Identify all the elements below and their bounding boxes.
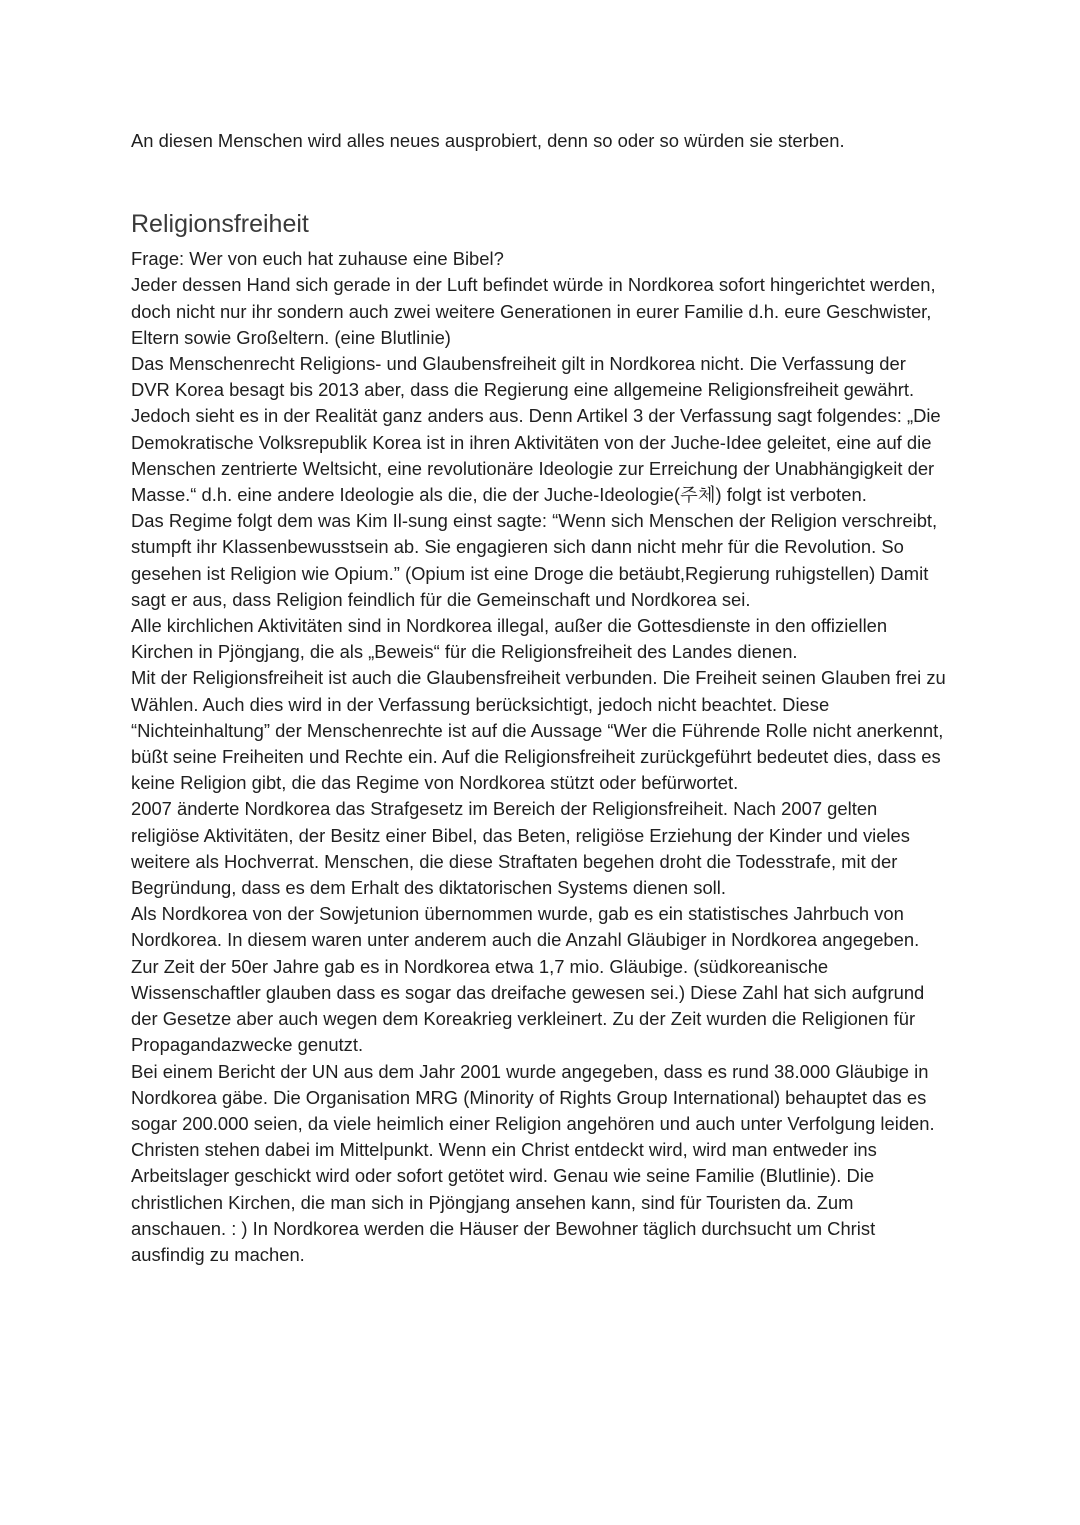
- paragraph-church-activities: Alle kirchlichen Aktivitäten sind in Nordkorea illegal, außer die Gottesdienste in den offiziellen Kirchen in Pjöngjang, die als „Beweis“ für die Religionsfreiheit des Landes dienen.: [131, 615, 888, 663]
- intro-paragraph: An diesen Menschen wird alles neues ausprobiert, denn so oder so würden sie sterben.: [131, 130, 845, 151]
- section-body: [131, 246, 946, 1268]
- paragraph-constitution: Das Menschenrecht Religions- und Glaubensfreiheit gilt in Nordkorea nicht. Die Verfassung der DVR Korea besagt bis 2013 aber, dass die Regierung eine allgemeine Religionsfreiheit gewährt. Jedoch sieht es in der Realität ganz anders aus. Denn Artikel 3 der Verfassung sagt folgendes: „Die Demokratische Volksrepublik Korea ist in ihren Aktivitäten von der Juche-Idee geleitet, eine auf die Menschen zentrierte Weltsicht, eine revolutionäre Ideologie zur Erreichung der Unabhängigkeit der Masse.“ d.h. eine andere Ideologie als die, die der Juche-Ideologie(주체) folgt ist verboten.: [131, 353, 941, 506]
- paragraph-un-report: Bei einem Bericht der UN aus dem Jahr 2001 wurde angegeben, dass es rund 38.000 Gläubige in Nordkorea gäbe. Die Organisation MRG (Minority of Rights Group International) behauptet das es sogar 200.000 seien, da viele heimlich einer Religion angehören und auch unter Verfolgung leiden. Christen stehen dabei im Mittelpunkt. Wenn ein Christ entdeckt wird, wird man entweder ins Arbeitslager geschickt wird oder sofort getötet wird. Genau wie seine Familie (Blutlinie). Die christlichen Kirchen, die man sich in Pjöngjang ansehen kann, sind für Touristen da. Zum anschauen. : ) In Nordkorea werden die Häuser der Bewohner täglich durchsucht um Christ ausfindig zu machen.: [131, 1060, 935, 1265]
- paragraph-execution: Jeder dessen Hand sich gerade in der Luft befindet würde in Nordkorea sofort hingerichtet werden, doch nicht nur ihr sondern auch zwei weitere Generationen in eurer Familie d.h. eure Geschwister, Eltern sowie Großeltern. (eine Blutlinie): [131, 274, 936, 348]
- paragraph-kim-il-sung-quote: Das Regime folgt dem was Kim Il-sung einst sagte: “Wenn sich Menschen der Religion verschreibt, stumpft ihr Klassenbewusstsein ab. Sie engagieren sich dann nicht mehr für die Revolution. So gesehen ist Religion wie Opium.” (Opium ist eine Droge die betäubt,Regierung ruhigstellen) Damit sagt er aus, dass Religion feindlich für die Gemeinschaft und Nordkorea sei.: [131, 510, 938, 610]
- paragraph-criminal-law-2007: 2007 änderte Nordkorea das Strafgesetz im Bereich der Religionsfreiheit. Nach 2007 gelten religiöse Aktivitäten, der Besitz einer Bibel, das Beten, religiöse Erziehung der Kinder und vieles weitere als Hochverrat. Menschen, die diese Straftaten begehen droht die Todesstrafe, mit der Begründung, dass es dem Erhalt des diktatorischen Systems dienen soll.: [131, 798, 910, 899]
- paragraph-freedom-of-belief: Mit der Religionsfreiheit ist auch die Glaubensfreiheit verbunden. Die Freiheit seinen Glauben frei zu Wählen. Auch dies wird in der Verfassung berücksichtigt, jedoch nicht beachtet. Diese “Nichteinhaltung” der Menschenrechte ist auf die Aussage “Wer die Führende Rolle nicht anerkennt, büßt seine Freiheiten und Rechte ein. Auf die Religionsfreiheit zurückgeführt bedeutet dies, dass es keine Religion gibt, die das Regime von Nordkorea stützt oder befürwortet.: [131, 667, 946, 794]
- paragraph-question: Frage: Wer von euch hat zuhause eine Bibel?: [131, 248, 504, 270]
- document-page: [131, 128, 946, 1268]
- paragraph-statistics-yearbook: Als Nordkorea von der Sowjetunion übernommen wurde, gab es ein statistisches Jahrbuch von Nordkorea. In diesem waren unter anderem auch die Anzahl Gläubiger in Nordkorea angegeben. Zur Zeit der 50er Jahre gab es in Nordkorea etwa 1,7 mio. Gläubige. (südkoreanische Wissenschaftler glauben dass es sogar das dreifache gewesen sei.) Diese Zahl hat sich aufgrund der Gesetze aber auch wegen dem Koreakrieg verkleinert. Zu der Zeit wurden die Religionen für Propagandazwecke genutzt.: [131, 903, 925, 1056]
- section-heading: Religionsfreiheit: [131, 210, 309, 239]
